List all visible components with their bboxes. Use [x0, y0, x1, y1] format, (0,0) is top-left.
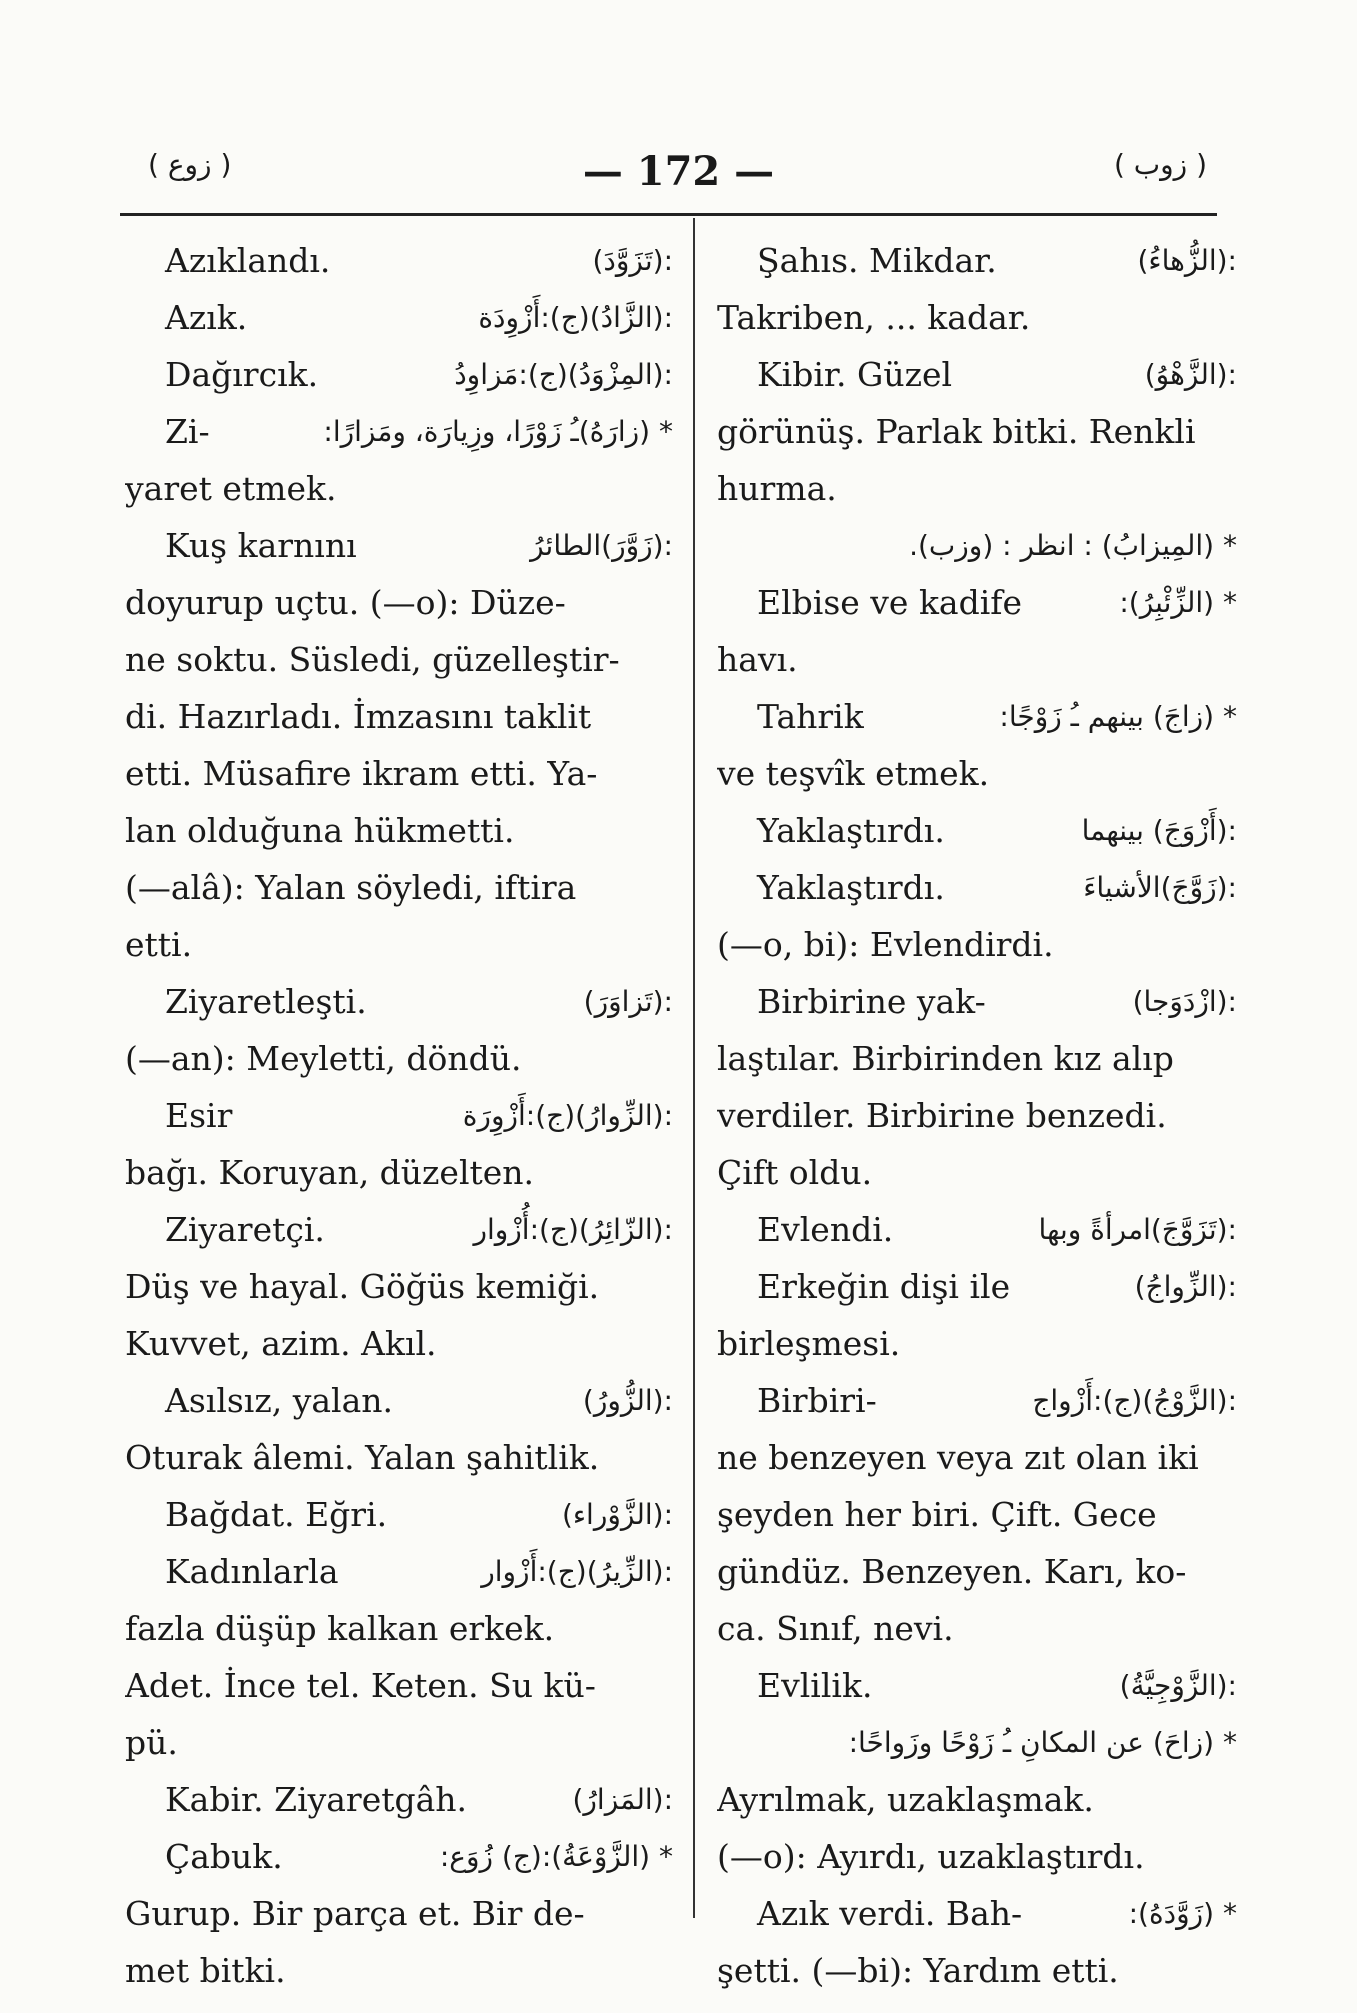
arabic-headword: :(الزّائِرُ)(ج):أُزْوار [473, 1213, 673, 1246]
dictionary-line [125, 460, 673, 517]
turkish-text: Oturak âlemi. Yalan şahitlik. [125, 1438, 600, 1477]
dictionary-line [125, 1771, 673, 1828]
arabic-headword: * (المِيزابُ) : انظر : (وزب). [909, 529, 1237, 562]
dictionary-line [125, 1828, 673, 1885]
dictionary-line [125, 289, 673, 346]
dictionary-line [125, 631, 673, 688]
dictionary-line [125, 1372, 673, 1429]
page-number: — 172 — [582, 148, 775, 195]
turkish-text: (—o, bi): Evlendirdi. [717, 925, 1054, 964]
left-column [125, 232, 673, 1999]
dictionary-line [125, 916, 673, 973]
turkish-text: Evlilik. [757, 1666, 873, 1705]
header-right-keyword: ( زوب ) [1113, 148, 1207, 181]
arabic-headword: :(الزِّيرُ)(ج):أَزْوار [481, 1555, 673, 1588]
dictionary-line [125, 1315, 673, 1372]
dictionary-line [717, 1828, 1237, 1885]
dictionary-line [125, 1486, 673, 1543]
right-column [717, 232, 1237, 1999]
turkish-text: birleşmesi. [717, 1324, 901, 1363]
turkish-text: Ayrılmak, uzaklaşmak. [717, 1780, 1094, 1819]
dictionary-line [125, 1600, 673, 1657]
arabic-headword: :(الزُّهاءُ) [1137, 244, 1237, 277]
turkish-text: Ziyaretleşti. [165, 982, 367, 1021]
dictionary-line [717, 289, 1237, 346]
dictionary-line [717, 1087, 1237, 1144]
dictionary-line [717, 745, 1237, 802]
turkish-text: Kuvvet, azim. Akıl. [125, 1324, 437, 1363]
dictionary-line [125, 688, 673, 745]
dictionary-line [717, 1543, 1237, 1600]
turkish-text: Azık verdi. Bah- [757, 1894, 1023, 1933]
turkish-text: Kuş karnını [165, 526, 357, 565]
dictionary-line [125, 1942, 673, 1999]
dictionary-line [125, 517, 673, 574]
turkish-text [717, 1714, 757, 1771]
turkish-text: şetti. (—bi): Yardım etti. [717, 1951, 1119, 1990]
dictionary-line [717, 1372, 1237, 1429]
turkish-text: Kibir. Güzel [757, 355, 953, 394]
dictionary-line [717, 916, 1237, 973]
turkish-text: etti. Müsafire ikram etti. Ya- [125, 754, 598, 793]
dictionary-line [125, 1144, 673, 1201]
turkish-text: pü. [125, 1723, 178, 1762]
turkish-text: yaret etmek. [125, 469, 337, 508]
dictionary-line [717, 1714, 1237, 1771]
arabic-headword: * (زارَهُ)ـُ زَوْرًا، وزِيارَة، ومَزارًا: [323, 415, 673, 448]
arabic-headword: :(الزِّوارُ)(ج):أَزْوِرَة [462, 1099, 673, 1132]
dictionary-line [125, 1258, 673, 1315]
arabic-headword: :(الزَّهْوُ) [1144, 358, 1237, 391]
turkish-text: bağı. Koruyan, düzelten. [125, 1153, 535, 1192]
dictionary-line [125, 973, 673, 1030]
dictionary-line [717, 973, 1237, 1030]
turkish-text: Düş ve hayal. Göğüs kemiği. [125, 1267, 600, 1306]
turkish-text: Bağdat. Eğri. [165, 1495, 388, 1534]
dictionary-line [717, 1600, 1237, 1657]
turkish-text: (—o): Ayırdı, uzaklaştırdı. [717, 1837, 1145, 1876]
turkish-text: Tahrik [757, 697, 864, 736]
dictionary-line [717, 688, 1237, 745]
dictionary-line [125, 1030, 673, 1087]
arabic-headword: :(تَزَوَّجَ)امرأةً وبها [1038, 1213, 1237, 1246]
turkish-text: Asılsız, yalan. [165, 1381, 394, 1420]
turkish-text: Kadınlarla [165, 1552, 339, 1591]
turkish-text: (—an): Meyletti, döndü. [125, 1039, 522, 1078]
arabic-headword: :(الزِّواجُ) [1134, 1270, 1237, 1303]
dictionary-line [125, 574, 673, 631]
dictionary-line [125, 403, 673, 460]
arabic-headword: * (زاحَ) عن المكانِ ـُ زَوْحًا وزَواحًا: [848, 1726, 1237, 1759]
turkish-text: Adet. İnce tel. Keten. Su kü- [125, 1666, 596, 1705]
turkish-text: doyurup uçtu. (—o): Düze- [125, 583, 566, 622]
dictionary-line [717, 403, 1237, 460]
arabic-headword: :(المَزارُ) [572, 1783, 673, 1816]
arabic-headword: :(تَزاوَرَ) [583, 985, 673, 1018]
turkish-text: Esir [165, 1096, 233, 1135]
turkish-text: ne benzeyen veya zıt olan iki [717, 1438, 1199, 1477]
turkish-text: lan olduğuna hükmetti. [125, 811, 515, 850]
arabic-headword: :(الزُّورُ) [582, 1384, 673, 1417]
dictionary-line [717, 574, 1237, 631]
turkish-text: Azıklandı. [165, 241, 331, 280]
dictionary-line [125, 1543, 673, 1600]
turkish-text: Ziyaretçi. [165, 1210, 325, 1249]
dictionary-line [717, 1258, 1237, 1315]
arabic-headword: :(الزَّوْجِيَّةُ) [1119, 1669, 1237, 1702]
dictionary-line [125, 1201, 673, 1258]
dictionary-line [717, 1885, 1237, 1942]
dictionary-line [717, 1429, 1237, 1486]
dictionary-line [125, 1885, 673, 1942]
dictionary-line [125, 1087, 673, 1144]
dictionary-line [717, 1201, 1237, 1258]
turkish-text: Birbirine yak- [757, 982, 986, 1021]
arabic-headword: :(أَزْوَجَ) بينهما [1081, 814, 1237, 847]
dictionary-line [125, 802, 673, 859]
turkish-text: Zi- [165, 412, 210, 451]
arabic-headword: * (الزَّوْعَةُ):(ج) زُوَع: [439, 1840, 673, 1873]
dictionary-line [717, 346, 1237, 403]
dictionary-line [717, 232, 1237, 289]
turkish-text: Erkeğin dişi ile [757, 1267, 1011, 1306]
dictionary-line [717, 1771, 1237, 1828]
dictionary-line [125, 346, 673, 403]
dictionary-line [717, 1144, 1237, 1201]
dictionary-line [717, 802, 1237, 859]
arabic-headword: * (زاجَ) بينهم ـُ زَوْجًا: [999, 700, 1237, 733]
turkish-text: Şahıs. Mikdar. [757, 241, 997, 280]
dictionary-line [717, 631, 1237, 688]
turkish-text: di. Hazırladı. İmzasını taklit [125, 697, 592, 736]
arabic-headword: * (الزِّئْبِرُ): [1119, 586, 1237, 619]
turkish-text: görünüş. Parlak bitki. Renkli [717, 412, 1196, 451]
turkish-text: Birbiri- [757, 1381, 877, 1420]
turkish-text: gündüz. Benzeyen. Karı, ko- [717, 1552, 1187, 1591]
turkish-text: Yaklaştırdı. [757, 868, 945, 907]
header-left-keyword: ( زوع ) [148, 148, 232, 181]
arabic-headword: :(الزَّوْجُ)(ج):أَزْواج [1032, 1384, 1237, 1417]
dictionary-line [717, 1030, 1237, 1087]
dictionary-line [125, 232, 673, 289]
dictionary-line [717, 460, 1237, 517]
header-rule [120, 213, 1217, 216]
turkish-text: ca. Sınıf, nevi. [717, 1609, 954, 1648]
turkish-text: Gurup. Bir parça et. Bir de- [125, 1894, 585, 1933]
turkish-text: hurma. [717, 469, 837, 508]
dictionary-line [125, 1429, 673, 1486]
dictionary-line [717, 1657, 1237, 1714]
dictionary-line [717, 859, 1237, 916]
arabic-headword: :(زَوَّجَ)الأشياءَ [1083, 871, 1237, 904]
arabic-headword: :(الزَّادُ)(ج):أَزْوِدَة [478, 301, 673, 334]
turkish-text: Dağırcık. [165, 355, 319, 394]
turkish-text: Elbise ve kadife [757, 583, 1023, 622]
turkish-text: Çabuk. [165, 1837, 283, 1876]
column-divider [693, 218, 695, 1918]
turkish-text: ve teşvîk etmek. [717, 754, 990, 793]
arabic-headword: :(تَزَوَّدَ) [592, 244, 673, 277]
turkish-text: etti. [125, 925, 193, 964]
turkish-text: Kabir. Ziyaretgâh. [165, 1780, 468, 1819]
dictionary-line [717, 1486, 1237, 1543]
turkish-text: verdiler. Birbirine benzedi. [717, 1096, 1167, 1135]
turkish-text: şeyden her biri. Çift. Gece [717, 1495, 1157, 1534]
turkish-text: ne soktu. Süsledi, güzelleştir- [125, 640, 620, 679]
dictionary-line [717, 1315, 1237, 1372]
turkish-text: Azık. [165, 298, 248, 337]
turkish-text: havı. [717, 640, 798, 679]
dictionary-line [717, 1942, 1237, 1999]
arabic-headword: * (زَوَّدَهُ): [1128, 1897, 1237, 1930]
arabic-headword: :(ازْدَوَجا) [1132, 985, 1237, 1018]
dictionary-line [125, 1657, 673, 1714]
dictionary-line [125, 1714, 673, 1771]
arabic-headword: :(الزَّوْراء) [561, 1498, 673, 1531]
turkish-text: fazla düşüp kalkan erkek. [125, 1609, 555, 1648]
turkish-text: Takriben, ... kadar. [717, 298, 1031, 337]
arabic-headword: :(زَوَّرَ)الطائرُ [530, 529, 673, 562]
turkish-text: laştılar. Birbirinden kız alıp [717, 1039, 1174, 1078]
turkish-text: met bitki. [125, 1951, 286, 1990]
turkish-text: Evlendi. [757, 1210, 894, 1249]
arabic-headword: :(المِزْوَدُ)(ج):مَزاوِدُ [454, 358, 673, 391]
dictionary-line [125, 745, 673, 802]
turkish-text [717, 517, 757, 574]
turkish-text: Yaklaştırdı. [757, 811, 945, 850]
dictionary-line [717, 517, 1237, 574]
dictionary-line [125, 859, 673, 916]
turkish-text: Çift oldu. [717, 1153, 873, 1192]
turkish-text: (—alâ): Yalan söyledi, iftira [125, 868, 577, 907]
